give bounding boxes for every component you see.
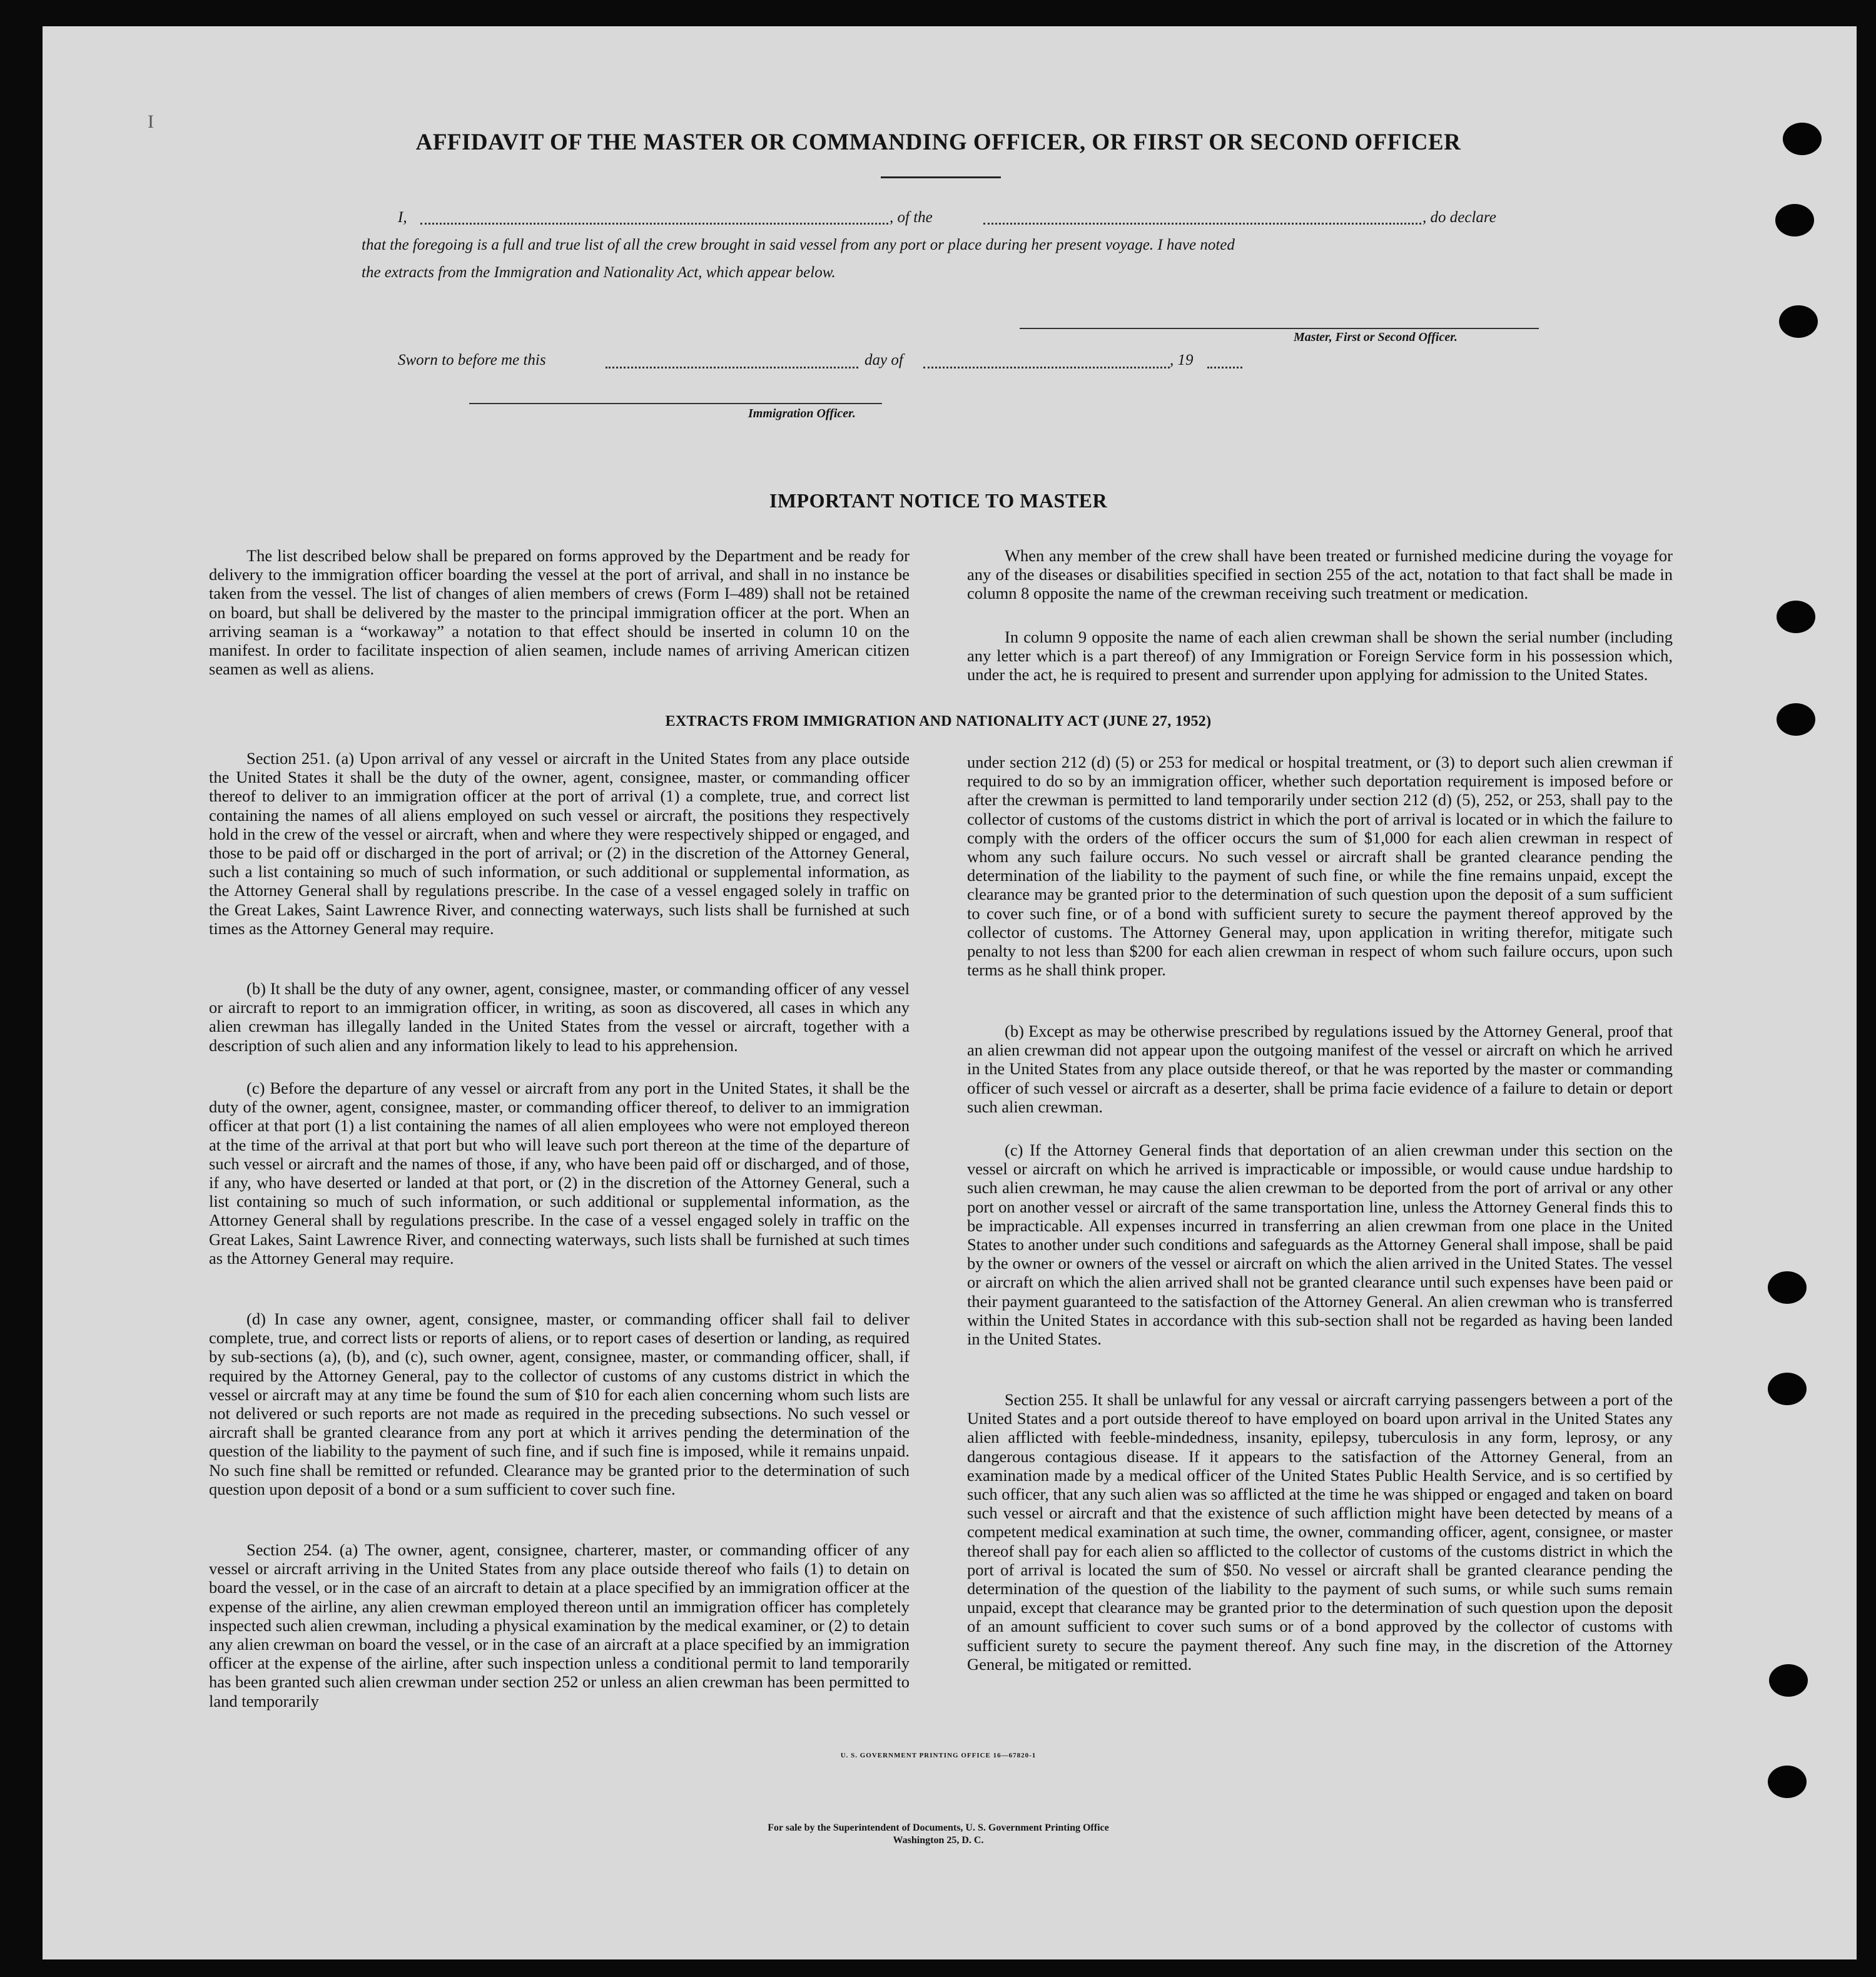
of-the-label: , of the — [890, 209, 933, 226]
punch-hole — [1779, 305, 1818, 338]
sale-line-2: Washington 25, D. C. — [893, 1835, 984, 1846]
extract-section-251b: (b) It shall be the duty of any owner, agent, consignee, master, or commanding officer of any vessel or aircraft to report to an immigration officer, in writing, as soon as discovered, all cases in which any alien crewman has illegally landed in the United States from the vessel or aircraft, together with a description of such alien and any information likely to lead to his apprehension. — [209, 979, 910, 1055]
sworn-month-field[interactable] — [923, 367, 1170, 368]
day-of-label: day of — [864, 352, 903, 368]
i-label: I, — [398, 209, 407, 226]
sworn-label: Sworn to before me this — [398, 352, 546, 368]
notice-left-paragraph: The list described below shall be prepared on forms approved by the Department and be ready for delivery to the immigration officer boarding the vessel at the port of arrival, and shall in no instance be taken from the vessel. The list of changes of alien members of crews (Form I–489) shall not be retained on board, but shall be delivered by the master to the principal immigration officer at the port. When an arriving seaman is a “workaway” a notation to that effect should be inserted in column 10 on the manifest. In order to facilitate inspection of alien seamen, include names of arriving American citizen seamen as well as aliens. — [209, 546, 910, 679]
immigration-officer-line[interactable] — [469, 403, 882, 404]
declaration-line-1: that the foregoing is a full and true list of all the crew brought in said vessel from any port or place during her present voyage. I have noted — [362, 236, 1235, 253]
extracts-title: EXTRACTS FROM IMMIGRATION AND NATIONALITY ACT (JUNE 27, 1952) — [665, 713, 1212, 729]
immigration-officer-caption: Immigration Officer. — [748, 407, 856, 420]
title-rule — [881, 176, 1001, 178]
punch-hole — [1777, 601, 1815, 633]
extract-section-254c: (c) If the Attorney General finds that deportation of an alien crewman under this section on the vessel or aircraft on which he arrived is impracticable or impossible, or would cause undue hardship to such alien crewman, he may cause the alien crewman to be deported from the port of arrival or any other port on another vessel or aircraft of the same transportation line, unless the Attorney General finds this to be impracticable. All expenses incurred in transferring an alien crewman from one place in the United States to another under such conditions and safeguards as the Attorney General shall impose, shall be paid by the owner or owners of the vessel or aircraft on which the alien arrived in the United States. The vessel or aircraft on which the alien arrived shall not be granted clearance until such expenses have been paid or their payment guaranteed to the satisfaction of the Attorney General. An alien crewman who is transferred within the United States in accordance with this sub-section shall not be regarded as having been landed in the United States. — [967, 1141, 1673, 1349]
extract-section-254a-continued: under section 212 (d) (5) or 253 for medical or hospital treatment, or (3) to deport such alien crewman if required to do so by an immigration officer, whether such deportation requirement is imposed before or after the crewman is permitted to land temporarily under section 212 (d) (5), 252, or 253, shall pay to the collector of customs of the customs district in which the port of arrival is located or in which the failure to comply with the orders of the officer occurs the sum of $1,000 for each alien crewman in respect of whom any such failure occurs. No such vessel or aircraft shall be granted clearance pending the determination of the liability to the payment of such fine, or while the fine remains unpaid, except the clearance may be granted prior to the determination of such question upon the deposit of a sum sufficient to cover such fine, or of a bond with sufficient surety to secure the payment thereof approved by the collector of customs. The Attorney General may, upon application in writing therefor, mitigate such penalty to not less than $200 for each alien crewman in respect of whom such failure occurs, upon such terms as he shall think proper. — [967, 753, 1673, 980]
extract-section-254b: (b) Except as may be otherwise prescribed by regulations issued by the Attorney General, proof that an alien crewman did not appear upon the outgoing manifest of the vessel or aircraft on which he arrived in the United States from any place outside thereof, or that he was reported by the master or commanding officer of such vessel or aircraft as a deserter, shall be prima facie evidence of a failure to detain or deport such alien crewman. — [967, 1022, 1673, 1116]
declare-label: , do declare — [1422, 209, 1496, 226]
name-field[interactable] — [420, 223, 888, 225]
sworn-day-field[interactable] — [606, 367, 858, 368]
affidavit-title: AFFIDAVIT OF THE MASTER OR COMMANDING OFFICER, OR FIRST OR SECOND OFFICER — [415, 130, 1461, 155]
sale-line-1: For sale by the Superintendent of Documents, U. S. Government Printing Office — [768, 1822, 1109, 1833]
punch-hole — [1768, 1271, 1807, 1304]
punch-hole — [1769, 1664, 1808, 1697]
officer-signature-line[interactable] — [1020, 328, 1539, 329]
printing-office-imprint: U. S. GOVERNMENT PRINTING OFFICE 16—67820-1 — [840, 1752, 1037, 1759]
extract-section-255: Section 255. It shall be unlawful for any vessal or aircraft carrying passengers between a port of the United States and a port outside thereof to have employed on board upon arrival in the United States any alien afflicted with feeble-mindedness, insanity, epilepsy, tuberculosis in any form, leprosy, or any dangerous contagious disease. If it appears to the satisfaction of the Attorney General, from an examination made by a medical officer of the United States Public Health Service, and is so certified by such officer, that any such alien was so afflicted at the time he was shipped or engaged and taken on board such vessel or aircraft and that the existence of such affliction might have been detected by means of a competent medical examination at such time, the owner, commanding officer, agent, consignee, or master thereof shall pay for each alien so afflicted to the collector of customs of the customs district in which the port of arrival is located the sum of $50. No vessel or aircraft shall be granted clearance pending the determination of the question of the liability to the payment of such sums, or while such sums remain unpaid, except that clearance may be granted prior to the determination of such question upon the deposit of an amount sufficient to cover such sums or of a bond approved by the collector of customs with sufficient surety to secure the payment thereof. Any such fine may, in the discretion of the Attorney General, be mitigated or remitted. — [967, 1390, 1673, 1674]
punch-hole — [1768, 1766, 1807, 1798]
notice-title: IMPORTANT NOTICE TO MASTER — [769, 489, 1108, 512]
notice-right-paragraph-1: When any member of the crew shall have been treated or furnished medicine during the voyage for any of the diseases or disabilities specified in section 255 of the act, notation to that fact shall be made in column 8 opposite the name of the crewman receiving such treatment or medication. — [967, 546, 1673, 603]
officer-caption: Master, First or Second Officer. — [1294, 330, 1458, 344]
extract-section-254a: Section 254. (a) The owner, agent, consignee, charterer, master, or commanding officer of any vessel or aircraft arriving in the United States from any place outside thereof who fails (1) to detain on board the vessel, or in the case of an aircraft to detain at a place specified by an immigration officer at the expense of the airline, any alien crewman employed thereon until an immigration officer has completely inspected such alien crewman, including a physical examination by the medical examiner, or (2) to detain any alien crewman on board the vessel, or in the case of an aircraft at a place specified by an immigration officer at the expense of the airline, after such inspection unless a conditional permit to land temporarily has been granted such alien crewman under section 252 or unless an alien crewman has been permitted to land temporarily — [209, 1540, 910, 1710]
declaration-line-2: the extracts from the Immigration and Nationality Act, which appear below. — [362, 264, 836, 281]
punch-hole — [1775, 204, 1814, 236]
margin-mark: I — [148, 111, 154, 132]
notice-right-paragraph-2: In column 9 opposite the name of each alien crewman shall be shown the serial number (including any letter which is a part thereof) of any Immigration or Foreign Service form in his possession which, under the act, he is required to present and surrender upon applying for admission to the United States. — [967, 628, 1673, 684]
extract-section-251d: (d) In case any owner, agent, consignee, master, or commanding officer shall fail to deliver complete, true, and correct lists or reports of aliens, or to report cases of desertion or landing, as required by sub-sections (a), (b), and (c), such owner, agent, consignee, master, or commanding officer, shall, if required by the Attorney General, pay to the collector of customs of any customs district in which the vessel or aircraft may at any time be found the sum of $10 for each alien concerning whom such lists are not delivered or such reports are not made as required in the preceding subsections. No such vessel or aircraft shall be granted clearance from any port at which it arrives pending the determination of the question of the liability to the payment of such fine, and if such fine is imposed, while it remains unpaid. No such fine shall be remitted or refunded. Clearance may be granted prior to the determination of such question upon deposit of a bond or a sum sufficient to cover such fine. — [209, 1309, 910, 1498]
extract-section-251c: (c) Before the departure of any vessel or aircraft from any port in the United States, it shall be the duty of the owner, agent, consignee, master, or commanding officer thereof, to deliver to an immigration officer at that port (1) a list containing the names of all alien employees who were not employed thereon at the time of the arrival at that port but who will leave such port thereon at the time of the departure of such vessel or aircraft and the names of those, if any, who have been paid off or discharged, and of those, if any, who have deserted or landed at that port, or (2) in the discretion of the Attorney General, such a list containing so much of such information, or such additional or supplemental information, as the Attorney General shall by regulations prescribe. In the case of a vessel engaged solely in traffic on the Great Lakes, Saint Lawrence River, and connecting waterways, such lists shall be furnished at such times as the Attorney General may require. — [209, 1079, 910, 1268]
punch-hole — [1768, 1373, 1807, 1405]
extract-section-251a: Section 251. (a) Upon arrival of any vessel or aircraft in the United States from any place outside the United States it shall be the duty of the owner, agent, consignee, master, or commanding officer thereof to deliver to an immigration officer at the port of arrival (1) a complete, true, and correct list containing the names of all aliens employed on such vessel or aircraft, the positions they respectively hold in the crew of the vessel or aircraft, when and where they were respectively shipped or engaged, and those to be paid off or discharged in the port of arrival; or (2) in the discretion of the Attorney General, such a list containing so much of such information, or such additional or supplemental information, as the Attorney General shall by regulations prescribe. In the case of a vessel engaged solely in traffic on the Great Lakes, Saint Lawrence River, and connecting waterways, such lists shall be furnished at such times as the Attorney General may require. — [209, 749, 910, 938]
sworn-year-field[interactable] — [1207, 367, 1242, 368]
vessel-field[interactable] — [983, 223, 1421, 225]
year-label: , 19 — [1170, 352, 1194, 368]
